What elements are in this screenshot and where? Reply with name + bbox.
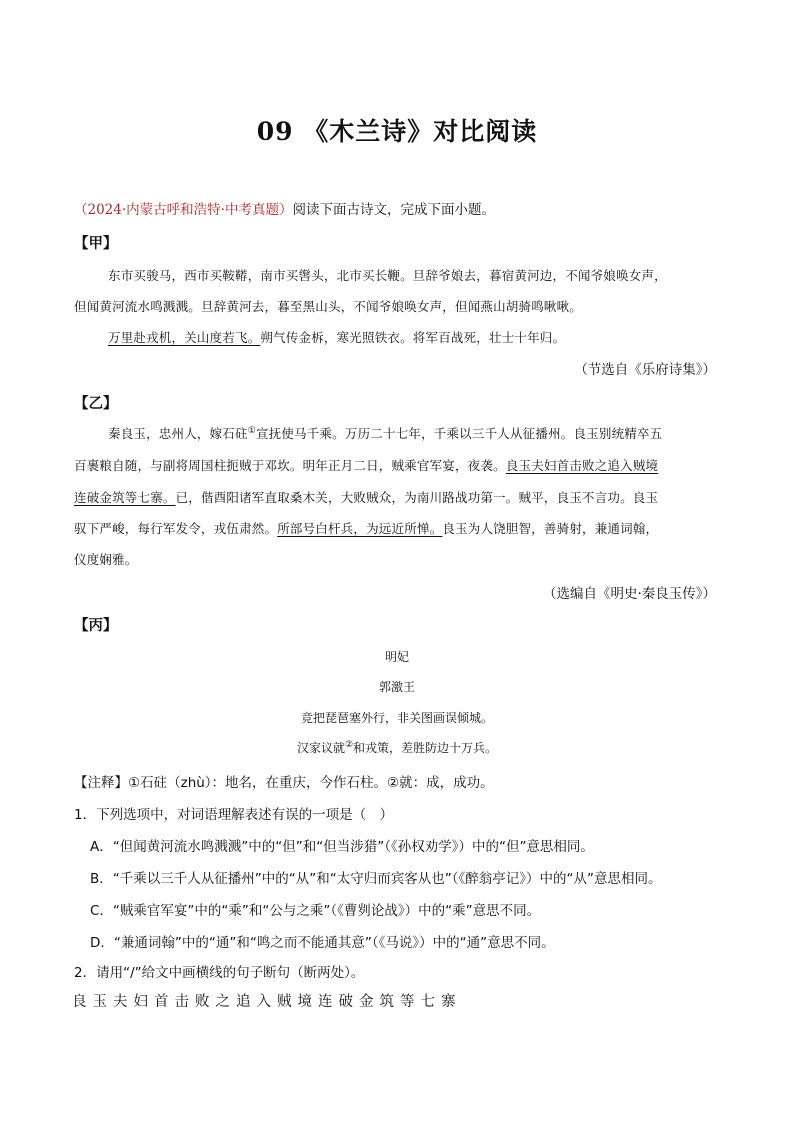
yi-line-4b: 良玉为人饶胆智，善骑射，兼通词翰，: [442, 521, 659, 536]
annotations: 【注释】①石砫（zhù）：地名，在重庆，今作石柱。②就：成，成功。: [74, 775, 494, 791]
yi-line-3-rest: 已，偕酉阳诸军直取桑木关，大败贼众，为南川路战功第一。贼平，良玉不言功。良玉: [175, 490, 659, 505]
char[interactable]: 良: [72, 994, 87, 1010]
jia-line-2: 但闻黄河流水鸣溅溅。旦辞黄河去，暮至黑山头，不闻爷娘唤女声，但闻燕山胡骑鸣啾啾。: [74, 299, 583, 314]
yi-line-1b: 宣抚使马千乘。万历二十七年，千乘以三千人从征播州。良玉别统精卒五: [255, 426, 663, 441]
poem-author: 郭激王: [378, 680, 415, 694]
char[interactable]: 首: [154, 994, 169, 1010]
yi-line-1a: 秦良玉，忠州人，嫁石砫: [108, 426, 248, 441]
note-mark-2: ②: [344, 740, 354, 750]
section-label-bing: 【丙】: [74, 618, 118, 634]
sentence-to-segment: [72, 990, 462, 1011]
char[interactable]: 金: [359, 994, 374, 1010]
jia-underlined-sentence: 万里赴戎机，关山度若飞。: [108, 330, 261, 345]
char[interactable]: 七: [420, 994, 435, 1010]
char[interactable]: 夫: [113, 994, 128, 1010]
poem-line-2: [0, 739, 794, 756]
yi-line-2a: 百裹粮自随，与副将周国柱扼贼于邓坎。明年正月二日，贼乘官军宴，夜袭。: [74, 458, 506, 473]
yi-source: （选编自《明史·秦良玉传》）: [542, 586, 716, 602]
char[interactable]: 寨: [441, 994, 456, 1010]
poem-line-1: 竞把琵琶塞外行，非关图画误倾城。: [300, 711, 493, 725]
question-2-stem: 2．请用“/”给文中画横线的句子断句（断两处）。: [74, 965, 365, 981]
yi-line-4: [74, 519, 658, 537]
char[interactable]: 破: [338, 994, 353, 1010]
page-title: 09 《木兰诗》对比阅读: [256, 117, 538, 146]
question-1-option-d[interactable]: D．“兼通词翰”中的“通”和“鸣之而不能通其意”（《马说》）中的“通”意思不同。: [90, 935, 555, 951]
section-label-yi: 【乙】: [74, 396, 118, 412]
char[interactable]: 贼: [277, 994, 292, 1010]
char[interactable]: 妇: [133, 994, 148, 1010]
question-1-stem: 1．下列选项中，对词语理解表述有误的一项是（ ）: [74, 807, 394, 823]
char[interactable]: 败: [195, 994, 210, 1010]
question-1-option-b[interactable]: B．“千乘以三千人从征播州”中的“从”和“太守归而宾客从也”（《醉翁亭记》）中的“从”意思相同。: [90, 871, 662, 887]
yi-underlined-part-1: 良玉夫妇首击败之追入贼境: [505, 458, 659, 473]
poem-line-2a: 汉家议就: [296, 741, 345, 755]
char[interactable]: 击: [174, 994, 189, 1010]
question-1-option-a[interactable]: A．“但闻黄河流水鸣溅溅”中的“但”和“但当涉猎”（《孙权劝学》）中的“但”意思相同。: [90, 839, 594, 855]
section-label-jia: 【甲】: [74, 236, 118, 252]
question-1-option-c[interactable]: C．“贼乘官军宴”中的“乘”和“公与之乘”（《曹刿论战》）中的“乘”意思不同。: [90, 903, 541, 919]
instruction-text: 阅读下面古诗文，完成下面小题。: [292, 202, 495, 218]
char[interactable]: 等: [400, 994, 415, 1010]
yi-line-5: 仪度娴雅。: [74, 552, 138, 567]
jia-line-1: 东市买骏马，西市买鞍鞯，南市买辔头，北市买长鞭。旦辞爷娘去，暮宿黄河边，不闻爷娘唤女声，: [108, 268, 667, 283]
yi-line-3: [74, 488, 658, 506]
yi-line-4a: 驭下严峻，每行军发令，戎伍肃然。: [74, 521, 278, 536]
char[interactable]: 筑: [379, 994, 394, 1010]
char[interactable]: 入: [256, 994, 271, 1010]
char[interactable]: 玉: [92, 994, 107, 1010]
jia-source: （节选自《乐府诗集》）: [574, 362, 716, 378]
char[interactable]: 境: [297, 994, 312, 1010]
yi-line-2: [74, 456, 658, 474]
source-tag: （2024·内蒙古呼和浩特·中考真题）: [74, 202, 293, 218]
poem-title: 明妃: [384, 650, 409, 664]
yi-line-1: [108, 424, 662, 442]
note-mark-1: ①: [247, 425, 256, 436]
char[interactable]: 连: [318, 994, 333, 1010]
char[interactable]: 追: [236, 994, 251, 1010]
jia-line-3-rest: 朔气传金柝，寒光照铁衣。将军百战死，壮士十年归。: [260, 330, 566, 345]
yi-underlined-part-2: 连破金筑等七寨。: [74, 490, 176, 505]
poem-line-2b: 和戎策，差胜防边十万兵。: [353, 741, 498, 755]
question-source-line: [74, 198, 495, 218]
yi-underlined-sentence-2: 所部号白杆兵，为远近所惮。: [277, 521, 443, 536]
jia-line-3: [108, 328, 565, 346]
char[interactable]: 之: [215, 994, 230, 1010]
